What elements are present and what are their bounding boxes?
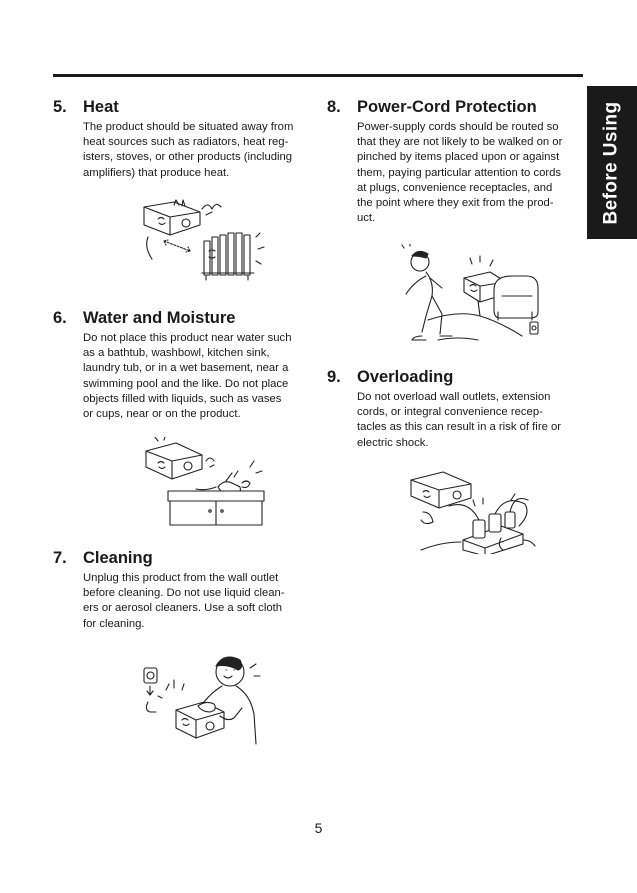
text-line: ers or aerosol cleaners. Use a soft cloth [83, 602, 283, 615]
overloading-text [357, 390, 561, 451]
text-line: isters, stoves, or other products (including [83, 151, 293, 164]
overloading-number: 9. [327, 368, 341, 386]
top-rule [53, 74, 583, 77]
text-line: tacles as this can result in a risk of fire or [357, 421, 562, 434]
overloading-heading [327, 367, 561, 387]
projector-near-spilled-cup-illustration [138, 437, 266, 527]
text-line: that they are not likely to be walked on or [357, 136, 563, 149]
power-cord-heading [327, 97, 562, 117]
text-line: cords, or integral convenience recep- [357, 406, 543, 419]
text-line: Unplug this product from the wall outlet [83, 572, 279, 584]
text-line: at plugs, convenience receptacles, and [357, 181, 553, 194]
person-wiping-projector-illustration [138, 648, 266, 748]
page-number: 5 [314, 820, 323, 836]
heat-number: 5. [53, 98, 67, 116]
water-heading [53, 308, 291, 328]
text-line: Power-supply cords should be routed so [357, 121, 559, 133]
power-cord-number: 8. [327, 98, 341, 116]
person-tripping-over-cord-illustration [398, 244, 546, 344]
section-tab [587, 86, 637, 239]
cleaning-title: Cleaning [83, 549, 153, 567]
text-line: electric shock. [357, 436, 429, 449]
text-line: swimming pool and the like. Do not place [83, 377, 289, 390]
text-line: or cups, near or on the product. [83, 408, 241, 421]
text-line: the point where they exit from the prod- [357, 197, 554, 210]
text-line: before cleaning. Do not use liquid clean- [83, 587, 285, 600]
heat-text [83, 120, 293, 181]
heat-title: Heat [83, 98, 119, 116]
text-line: them, paying particular attention to cords [357, 166, 562, 179]
text-line: for cleaning. [83, 617, 145, 630]
overloading-title: Overloading [357, 368, 454, 386]
text-line: uct. [357, 212, 376, 225]
heat-section [53, 97, 293, 181]
text-line: Do not overload wall outlets, extension [357, 391, 551, 403]
section-tab-label: Before Using [601, 100, 623, 225]
power-cord-text [357, 120, 562, 226]
cleaning-text [83, 571, 285, 632]
projector-near-radiator-illustration [138, 197, 268, 282]
text-line: objects filled with liquids, such as vases [83, 392, 282, 405]
text-line: pinched by items placed upon or against [357, 151, 560, 164]
overloading-section [327, 367, 561, 451]
power-cord-title: Power-Cord Protection [357, 98, 537, 116]
cleaning-heading [53, 548, 285, 568]
water-section [53, 308, 291, 422]
cleaning-number: 7. [53, 549, 67, 567]
water-title: Water and Moisture [83, 309, 236, 327]
water-text [83, 331, 291, 422]
text-line: The product should be situated away from [83, 121, 294, 133]
cleaning-section [53, 548, 285, 632]
heat-heading [53, 97, 293, 117]
text-line: heat sources such as radiators, heat reg- [83, 136, 289, 149]
power-cord-section [327, 97, 562, 226]
overloaded-power-strip-illustration [405, 466, 537, 554]
text-line: amplifiers) that produce heat. [83, 166, 230, 179]
water-number: 6. [53, 309, 67, 327]
text-line: Do not place this product near water such [83, 332, 292, 344]
text-line: laundry tub, or in a wet basement, near a [83, 362, 289, 375]
text-line: as a bathtub, washbowl, kitchen sink, [83, 347, 270, 360]
